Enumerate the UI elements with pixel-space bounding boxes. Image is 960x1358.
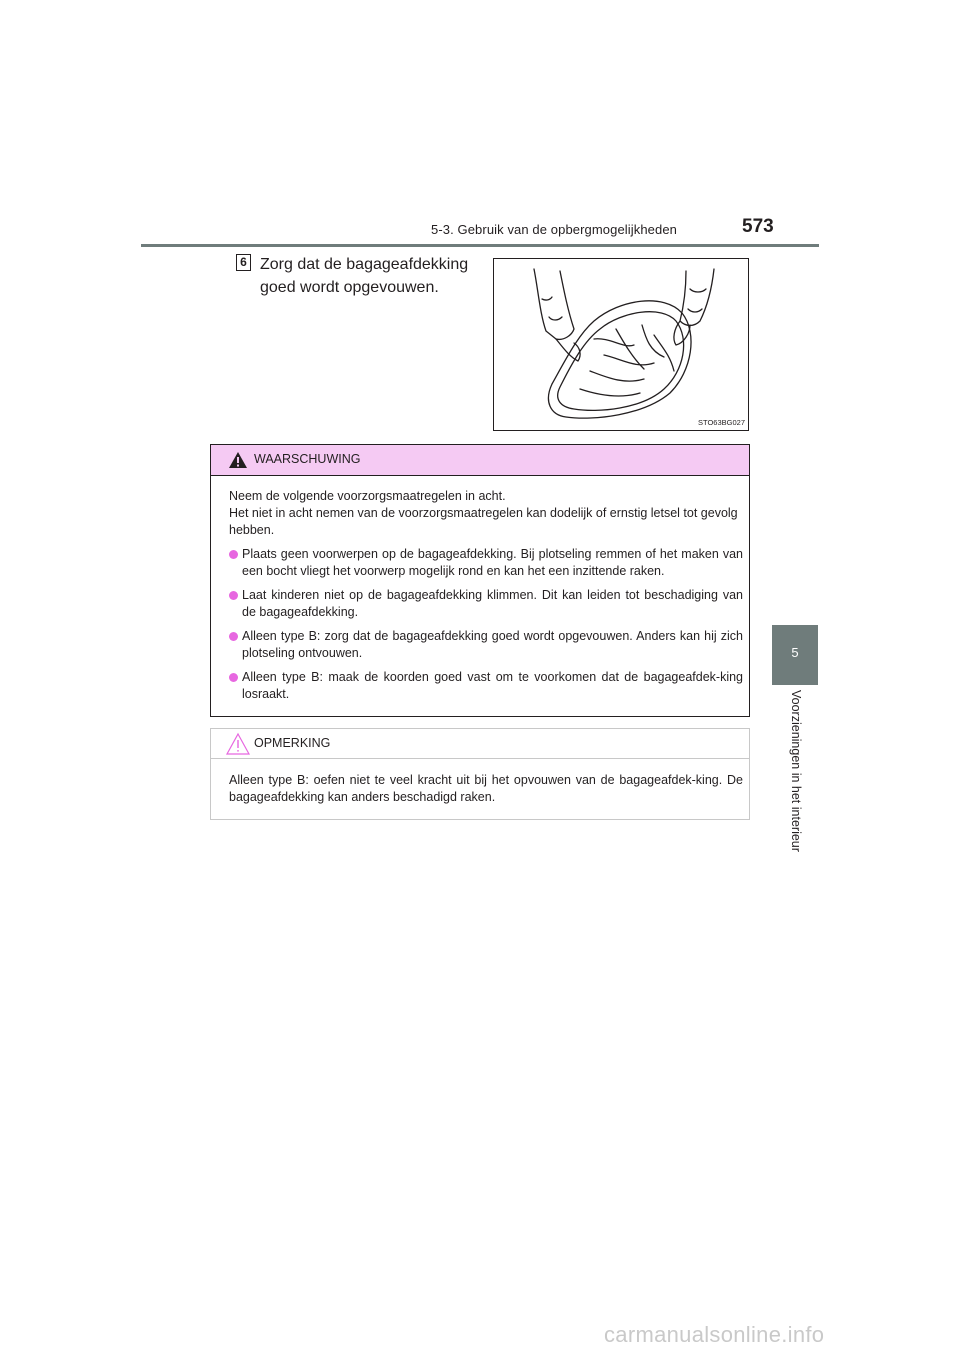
chapter-number: 5 <box>791 645 799 660</box>
header-section-title: 5-3. Gebruik van de opbergmogelijkheden <box>431 222 677 237</box>
warning-body <box>229 488 743 710</box>
warning-intro-line-1: Neem de volgende voorzorgsmaatregelen in acht. <box>229 489 506 503</box>
warning-box <box>210 444 750 717</box>
note-title: OPMERKING <box>254 736 331 750</box>
chapter-title: Voorzieningen in het interieur <box>789 690 803 852</box>
step-number-badge: 6 <box>236 254 251 271</box>
warning-triangle-icon <box>228 451 248 469</box>
warning-title: WAARSCHUWING <box>254 452 361 466</box>
warning-item <box>229 587 743 621</box>
bullet-dot-icon <box>229 673 238 682</box>
figure-code: STO63BG027 <box>698 418 745 427</box>
hands-folding-cover-illustration <box>494 259 748 430</box>
step-text: Zorg dat de bagageafdekking goed wordt opgevouwen. <box>260 256 469 296</box>
note-text: Alleen type B: oefen niet te veel kracht uit bij het opvouwen van de bagageafdek-king. De bagageafdekking kan anders beschadigd raken. <box>229 773 743 804</box>
chapter-tab <box>772 625 818 685</box>
watermark: carmanualsonline.info <box>604 1322 825 1347</box>
warning-intro <box>229 488 743 539</box>
page-number: 573 <box>742 216 774 237</box>
figure <box>493 258 749 431</box>
warning-item-text: Plaats geen voorwerpen op de bagageafdekking. Bij plotseling remmen of het maken van een bocht vliegt het voorwerp mogelijk rond en kan het een inzittende raken. <box>242 547 743 578</box>
note-box <box>210 728 750 820</box>
warning-intro-line-2: Het niet in acht nemen van de voorzorgsmaatregelen kan dodelijk of ernstig letsel tot gevolg hebben. <box>229 506 738 537</box>
note-divider <box>211 758 749 759</box>
warning-item <box>229 669 743 703</box>
warning-item <box>229 628 743 662</box>
warning-item-text: Alleen type B: maak de koorden goed vast om te voorkomen dat de bagageafdek-king losraakt. <box>242 670 743 701</box>
bullet-dot-icon <box>229 591 238 600</box>
warning-item <box>229 546 743 580</box>
caution-outline-icon <box>225 732 251 756</box>
warning-item-text: Laat kinderen niet op de bagageafdekking klimmen. Dit kan leiden tot beschadiging van de bagageafdekking. <box>242 588 743 619</box>
header-rule <box>141 244 819 247</box>
bullet-dot-icon <box>229 632 238 641</box>
bullet-dot-icon <box>229 550 238 559</box>
warning-header <box>211 445 749 476</box>
warning-item-text: Alleen type B: zorg dat de bagageafdekking goed wordt opgevouwen. Anders kan hij zich plotseling ontvouwen. <box>242 629 743 660</box>
